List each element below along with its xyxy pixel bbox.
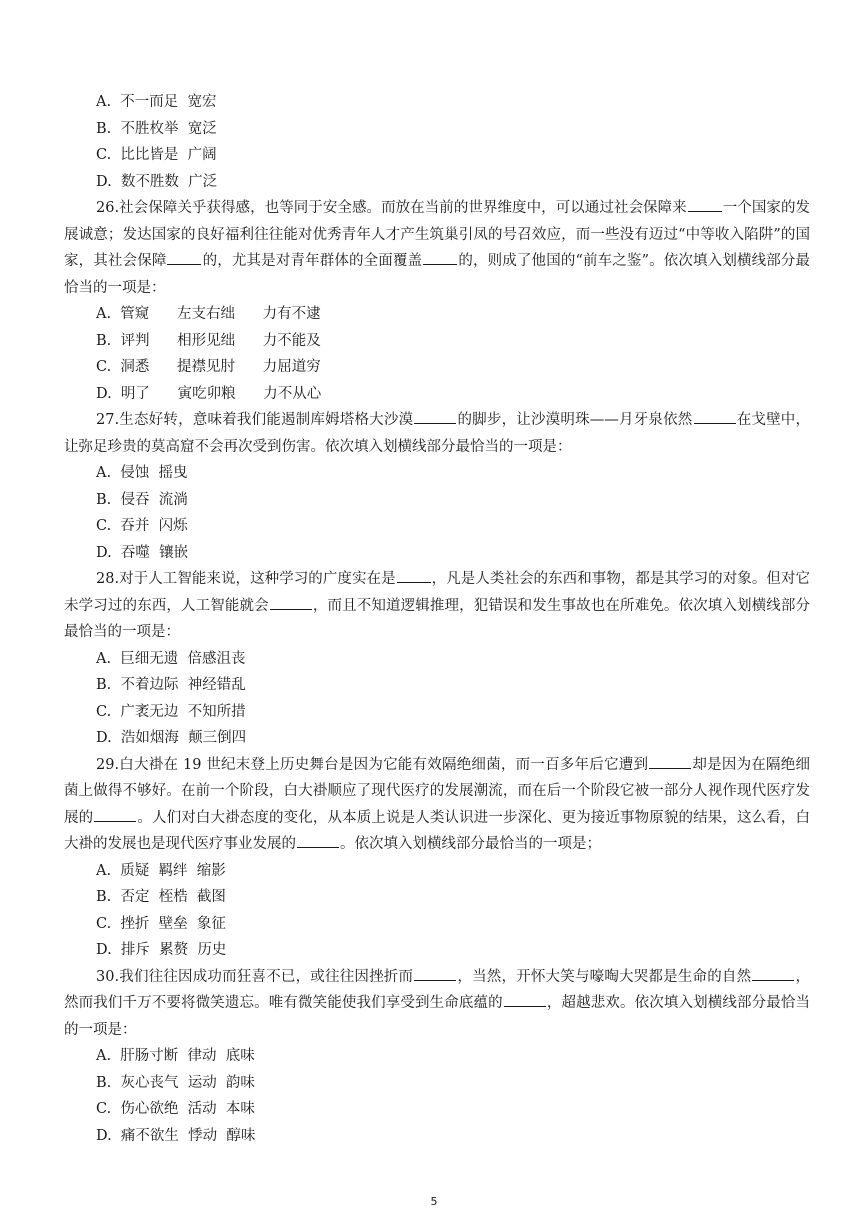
option-a: A. 侵蚀 摇曳 — [96, 465, 188, 481]
question-stem: 30.我们往往因成功而狂喜不已，或往往因挫折而 ，当然，开怀大笑与嚎啕大哭都是生命的自然 ，然而我们千万不要将微笑遗忘。唯有微笑能使我们享受到生命底蕴的 ，超越悲欢。依次填入划横线部分最恰当的一项是： — [64, 964, 810, 1044]
option-b: B. 评判 相形见绌 力不能及 — [96, 332, 321, 349]
option-b: B. 不着边际 神经错乱 — [96, 677, 246, 693]
answer-blank — [649, 752, 691, 769]
option-d: D. 浩如烟海 颠三倒四 — [96, 730, 247, 746]
question-stem: 28.对于人工智能来说，这种学习的广度实在是 ，凡是人类社会的东西和事物，都是其学习的对象。但对它未学习过的东西，人工智能就会 ，而且不知道逻辑推理，犯错误和发生事故也在所难免。依次填入划横线部分最恰当的一项是： — [64, 566, 810, 646]
question-30 — [64, 964, 810, 1150]
option-c: C. 伤心欲绝 活动 本味 — [96, 1101, 255, 1117]
option-c: C. 洞悉 提襟见肘 力屈道穷 — [96, 359, 321, 375]
option-b: B. 否定 桎梏 截图 — [96, 889, 226, 905]
answer-blank — [94, 805, 136, 822]
question-stem: 29.白大褂在 19 世纪末登上历史舞台是因为它能有效隔绝细菌，而一百多年后它遭到 却是因为在隔绝细菌上做得不够好。在前一个阶段，白大褂顺应了现代医疗的发展潮流，而在后一个阶段它被一部分人视作现代医疗发展的 。人们对白大褂态度的变化，从本质上说是人类认识进一步深化、更为接近事物原貌的结果，这么看，白大褂的发展也是现代医疗事业发展的 。依次填入划横线部分最恰当的一项是； — [64, 752, 810, 858]
page-content — [64, 89, 810, 1149]
answer-blank — [414, 407, 456, 424]
question-number: 26. — [96, 200, 120, 216]
option-d: D. 排斥 累赘 历史 — [96, 942, 227, 958]
question-number: 29. — [96, 756, 120, 773]
answer-blank — [688, 195, 722, 212]
option-b: B. 灰心丧气 运动 韵味 — [96, 1074, 255, 1091]
answer-blank — [694, 407, 736, 424]
option-a: A. 巨细无遗 倍感沮丧 — [96, 650, 246, 667]
answer-blank — [397, 566, 431, 583]
option-c: C. 挫折 壁垒 象征 — [96, 915, 226, 932]
question-stem: 27.生态好转，意味着我们能遏制库姆塔格大沙漠 的脚步，让沙漠明珠——月牙泉依然 在戈壁中，让弥足珍贵的莫高窟不会再次受到伤害。依次填入划横线部分最恰当的一项是： — [64, 407, 810, 460]
answer-blank — [270, 593, 312, 610]
question-stem: 26.社会保障关乎获得感，也等同于安全感。而放在当前的世界维度中，可以通过社会保障来 一个国家的发展诚意；发达国家的良好福利往往能对优秀青年人才产生筑巢引凤的号召效应，而一些没有迈过“中等收入陷阱”的国家，其社会保障 的，尤其是对青年群体的全面覆盖 的，则成了他国的“前车之鉴”。依次填入划横线部分最恰当的一项是： — [64, 195, 810, 301]
page-number: 5 — [430, 1195, 438, 1208]
option-c: C. 吞并 闪烁 — [96, 518, 188, 534]
question-26 — [64, 195, 810, 407]
prev-question-options — [64, 89, 810, 195]
option-a: A. 质疑 羁绊 缩影 — [96, 862, 226, 879]
question-number: 27. — [96, 412, 120, 428]
answer-blank — [752, 964, 794, 981]
option-d: D. 痛不欲生 悸动 醇味 — [96, 1127, 256, 1144]
answer-blank — [423, 248, 457, 265]
option-b: B. 不胜枚举 宽泛 — [96, 120, 217, 137]
option-a: A. 管窥 左支右绌 力有不逮 — [96, 306, 321, 322]
answer-blank — [504, 990, 546, 1007]
option-d: D. 吞噬 镶嵌 — [96, 544, 189, 561]
question-28 — [64, 566, 810, 752]
answer-blank — [414, 964, 456, 981]
question-27 — [64, 407, 810, 566]
question-number: 30. — [96, 968, 120, 985]
question-29 — [64, 752, 810, 964]
option-c: C. 广袤无边 不知所措 — [96, 703, 246, 720]
option-a: A. 不一而足 宽宏 — [96, 94, 217, 110]
answer-blank — [167, 248, 201, 265]
option-a: A. 肝肠寸断 律动 底味 — [96, 1048, 255, 1064]
option-c: C. 比比皆是 广阔 — [96, 147, 217, 163]
option-d: D. 数不胜数 广泛 — [96, 173, 218, 190]
option-d: D. 明了 寅吃卯粮 力不从心 — [96, 385, 322, 402]
answer-blank — [297, 831, 339, 848]
option-b: B. 侵吞 流淌 — [96, 491, 188, 508]
question-number: 28. — [96, 571, 120, 587]
